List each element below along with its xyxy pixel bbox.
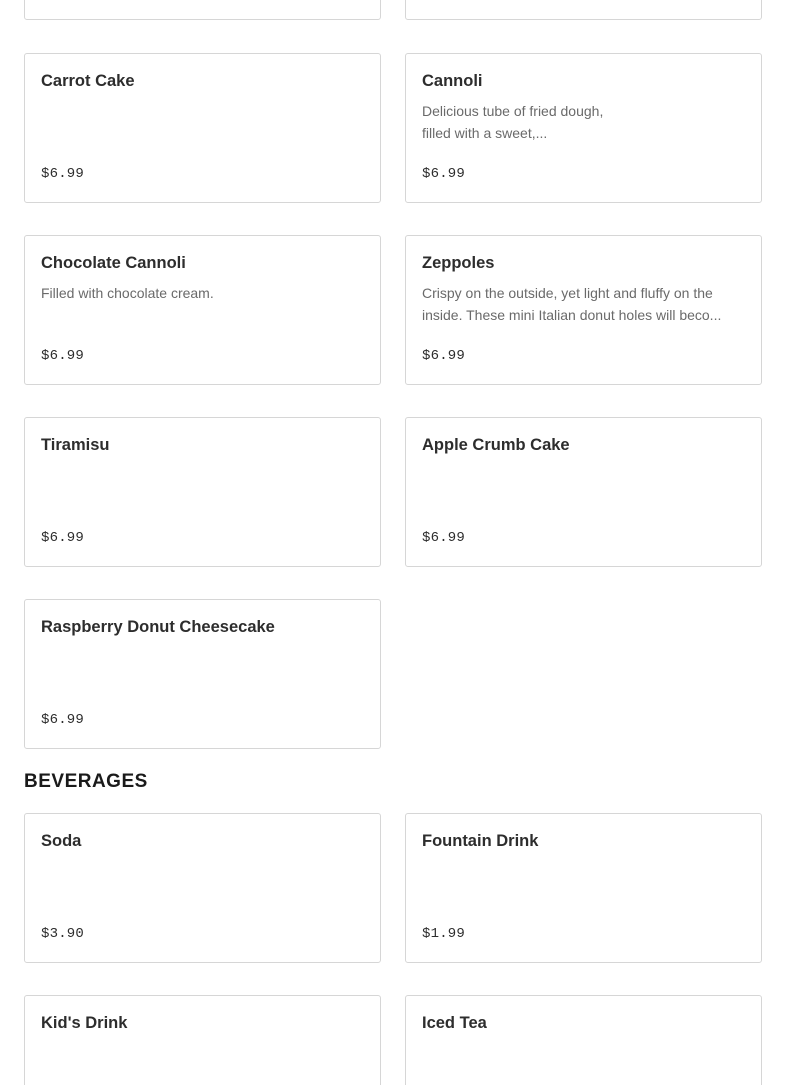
menu-item-description: Filled with chocolate cream. (41, 285, 214, 301)
menu-item-name: Chocolate Cannoli (41, 254, 186, 272)
menu-item-card-fountain-drink[interactable] (405, 813, 762, 963)
menu-item-price: $1.99 (422, 926, 466, 942)
menu-item-name: Soda (41, 832, 82, 850)
menu-item-card-iced-tea[interactable] (405, 995, 762, 1085)
menu-item-card-zeppoles[interactable] (405, 235, 762, 385)
menu-item-card-raspberry-donut-cheesecake[interactable] (24, 599, 381, 749)
menu-item-price: $6.99 (41, 348, 85, 364)
menu-item-price: $6.99 (41, 712, 85, 728)
menu-item-name: Iced Tea (422, 1014, 487, 1032)
menu-item-name: Cannoli (422, 72, 483, 90)
menu-item-card-tiramisu[interactable] (24, 417, 381, 567)
menu-item-price: $6.99 (41, 530, 85, 546)
menu-item-price: $3.90 (41, 926, 85, 942)
menu-item-card-apple-crumb-cake[interactable] (405, 417, 762, 567)
menu-item-price: $6.99 (41, 166, 85, 182)
menu-item-name: Fountain Drink (422, 832, 539, 850)
menu-item-card-cannoli[interactable] (405, 53, 762, 203)
menu-item-description: Crispy on the outside, yet light and fluffy on the inside. These mini Italian donut holes will beco... (422, 285, 722, 323)
menu-item-card-carrot-cake[interactable] (24, 53, 381, 203)
menu-item-card-kids-drink[interactable] (24, 995, 381, 1085)
menu-item-price: $6.99 (422, 348, 466, 364)
menu-item-name: Tiramisu (41, 436, 110, 454)
menu-item-name: Kid's Drink (41, 1014, 128, 1032)
section-heading-beverages: BEVERAGES (24, 771, 148, 792)
menu-item-card[interactable] (405, 0, 762, 20)
menu-item-card-soda[interactable] (24, 813, 381, 963)
menu-item-price: $6.99 (422, 166, 466, 182)
menu-item-name: Apple Crumb Cake (422, 436, 570, 454)
menu-item-card-chocolate-cannoli[interactable] (24, 235, 381, 385)
menu-item-description: Delicious tube of fried dough, filled with a sweet,... (422, 103, 604, 141)
menu-item-price: $6.99 (422, 530, 466, 546)
menu-item-name: Raspberry Donut Cheesecake (41, 618, 275, 636)
menu-item-name: Zeppoles (422, 254, 495, 272)
menu-item-card[interactable] (24, 0, 381, 20)
menu-item-name: Carrot Cake (41, 72, 135, 90)
